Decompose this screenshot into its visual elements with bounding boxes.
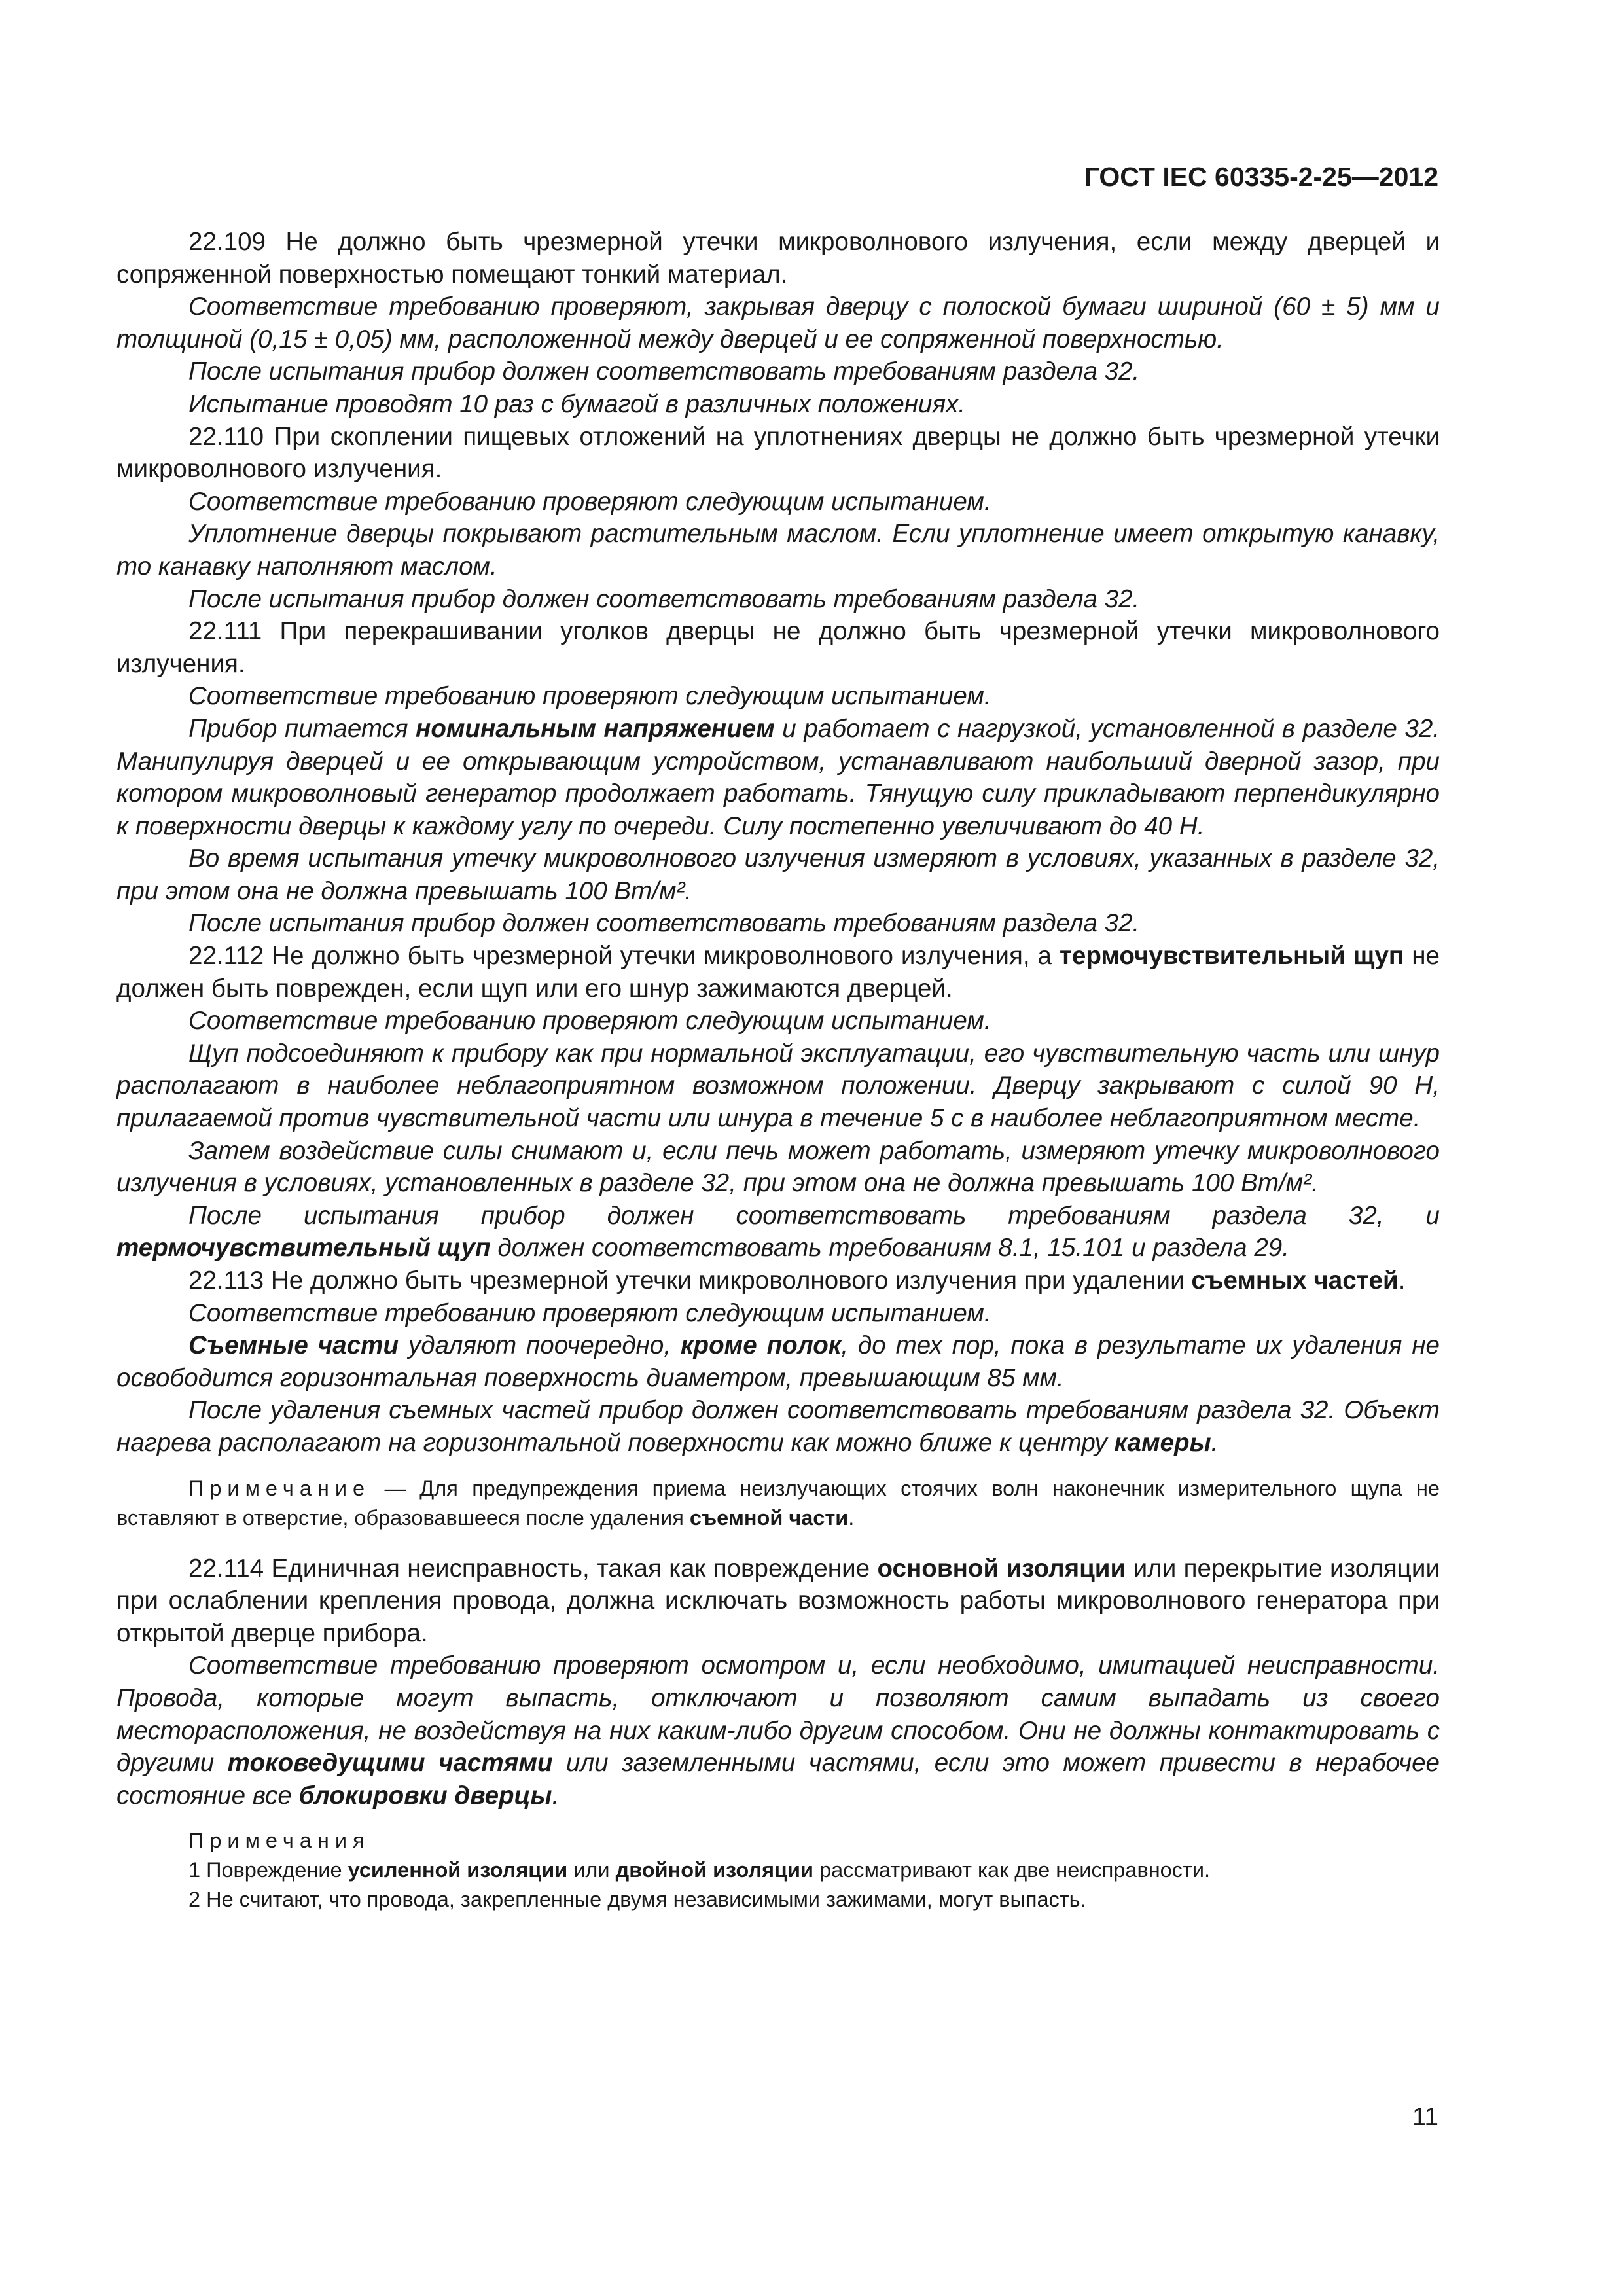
body-paragraph	[116, 421, 1440, 486]
text-run: Соответствие требованию проверяют следующим испытанием.	[188, 1007, 991, 1035]
text-run: 1 Повреждение	[188, 1858, 348, 1882]
text-run: Щуп подсоединяют к прибору как при нормальной эксплуатации, его чувствительную часть или шнур располагают в наиболее неблагоприятном возможном положении. Дверцу закрывают с силой 90 Н, прилагаемой против чувствительной части или шнура в течение 5 с в наиболее неблагоприятном месте.	[116, 1039, 1440, 1133]
body-paragraph	[116, 1552, 1440, 1650]
body-paragraph	[116, 713, 1440, 842]
body-paragraph	[116, 518, 1440, 583]
text-run: Соответствие требованию проверяют следующим испытанием.	[188, 1299, 991, 1327]
text-run: .	[552, 1781, 560, 1810]
text-run: Соответствие требованию проверяют следующим испытанием.	[188, 487, 991, 516]
text-run: должен соответствовать требованиям 8.1, 15.101 и раздела 29.	[490, 1234, 1289, 1263]
text-run: Во время испытания утечку микроволнового излучения измеряют в условиях, указанных в разделе 32, при этом она не должна превышать 100 Вт/м².	[116, 844, 1440, 905]
text-run: .	[1398, 1266, 1406, 1295]
body-paragraph	[116, 1265, 1440, 1297]
bold-term: термочувствительный щуп	[116, 1234, 491, 1263]
body-paragraph	[116, 226, 1440, 291]
spacer	[116, 1460, 1440, 1474]
text-run: После испытания прибор должен соответствовать требованиям раздела 32.	[188, 357, 1140, 386]
text-run: 2 Не считают, что провода, закрепленные двумя независимыми зажимами, могут выпасть.	[188, 1888, 1086, 1912]
text-run: После удаления съемных частей прибор должен соответствовать требованиям раздела 32. Объект нагрева располагают на горизонтальной поверхности как можно ближе к центру	[116, 1396, 1440, 1457]
body-paragraph	[116, 1200, 1440, 1265]
text-run: Соответствие требованию проверяют следующим испытанием.	[188, 682, 991, 711]
text-run: или перекрытие изоляции при ослаблении крепления провода, должна исключать возможность работы микроволнового генератора при открытой дверце прибора.	[116, 1554, 1440, 1647]
note-paragraph	[116, 1474, 1440, 1533]
bold-term: блокировки дверцы	[298, 1781, 552, 1810]
text-run: Уплотнение дверцы покрывают растительным маслом. Если уплотнение имеет открытую канавку, то канавку наполняют маслом.	[116, 520, 1440, 581]
text-run: После испытания прибор должен соответствовать требованиям раздела 32.	[188, 909, 1140, 938]
text-run: не должен быть поврежден, если щуп или его шнур зажимаются дверцей.	[116, 942, 1440, 1003]
text-run: — Для предупреждения приема неизлучающих стоячих волн наконечник измерительного щупа не вставляют в отверстие, образовавшееся после удаления	[116, 1476, 1440, 1530]
note-paragraph	[116, 1826, 1440, 1856]
text-run: Соответствие требованию проверяют осмотром и, если необходимо, имитацией неисправности. Провода, которые могут выпасть, отключают и позволяют самим выпадать из своего месторасположения, не воздействуя на них каким-либо другим способом. Они не должны контактировать с другими	[116, 1651, 1440, 1778]
document-body	[116, 226, 1440, 1914]
body-paragraph	[116, 1649, 1440, 1812]
body-paragraph	[116, 907, 1440, 940]
text-run: рассматривают как две неисправности.	[813, 1858, 1211, 1882]
text-run: или	[567, 1858, 616, 1882]
spacer	[116, 1533, 1440, 1552]
text-run: .	[1211, 1428, 1219, 1457]
body-paragraph	[116, 1394, 1440, 1459]
bold-term: кроме полок	[680, 1331, 842, 1360]
text-run: и работает с нагрузкой, установленной в разделе 32. Манипулируя дверцей и ее открывающим устройством, устанавливают наибольший дверной зазор, при котором микроволновый генератор продолжает работать. Тянущую силу прикладывают перпендикулярно к поверхности дверцы к каждому углу по очереди. Силу постепенно увеличивают до 40 Н.	[116, 714, 1440, 840]
text-run: 22.111 При перекрашивании уголков дверцы не должно быть чрезмерной утечки микроволнового излучения.	[116, 617, 1440, 678]
bold-term: усиленной изоляции	[348, 1858, 568, 1882]
spacer	[116, 1812, 1440, 1826]
bold-term: номинальным напряжением	[416, 714, 775, 743]
text-run: Соответствие требованию проверяют, закрывая дверцу с полоской бумаги шириной (60 ± 5) мм и толщиной (0,15 ± 0,05) мм, расположенной между дверцей и ее сопряженной поверхностью.	[116, 293, 1440, 353]
body-paragraph	[116, 388, 1440, 421]
body-paragraph	[116, 486, 1440, 518]
text-run: удаляют поочередно,	[399, 1331, 681, 1360]
body-paragraph	[116, 355, 1440, 388]
body-paragraph	[116, 583, 1440, 616]
text-run: Испытание проводят 10 раз с бумагой в различных положениях.	[188, 389, 966, 418]
text-run: После испытания прибор должен соответствовать требованиям раздела 32.	[188, 584, 1140, 613]
text-run: Прибор питается	[188, 714, 416, 743]
bold-term: съемной части	[689, 1505, 849, 1530]
page-number: 11	[1412, 2103, 1438, 2131]
body-paragraph	[116, 615, 1440, 680]
text-run: , до тех пор, пока в результате их удаления не освободится горизонтальная поверхность диаметром, превышающим 85 мм.	[116, 1331, 1440, 1392]
bold-term: термочувствительный щуп	[1059, 942, 1404, 971]
body-paragraph	[116, 1135, 1440, 1200]
body-paragraph	[116, 1329, 1440, 1394]
text-run: 22.113 Не должно быть чрезмерной утечки микроволнового излучения при удалении	[188, 1266, 1192, 1295]
text-run: 22.114 Единичная неисправность, такая как повреждение	[188, 1554, 878, 1583]
body-paragraph	[116, 291, 1440, 355]
text-run: Примечания	[188, 1829, 370, 1853]
document-header: ГОСТ IEC 60335-2-25—2012	[1084, 162, 1438, 192]
body-paragraph	[116, 1297, 1440, 1330]
body-paragraph	[116, 940, 1440, 1005]
bold-term: съемных частей	[1191, 1266, 1399, 1295]
text-run: 22.112 Не должно быть чрезмерной утечки микроволнового излучения, а	[188, 942, 1060, 971]
text-run: Затем воздействие силы снимают и, если печь может работать, измеряют утечку микроволнового излучения в условиях, установленных в разделе 32, при этом она не должна превышать 100 Вт/м².	[116, 1136, 1440, 1198]
bold-term: токоведущими частями	[227, 1749, 553, 1778]
bold-term: Съемные части	[188, 1331, 399, 1360]
bold-term: двойной изоляции	[615, 1858, 813, 1882]
text-run: После испытания прибор должен соответствовать требованиям раздела 32, и	[188, 1201, 1440, 1230]
body-paragraph	[116, 842, 1440, 907]
body-paragraph	[116, 680, 1440, 713]
text-run: 22.110 При скоплении пищевых отложений на уплотнениях дверцы не должно быть чрезмерной утечки микроволнового излучения.	[116, 422, 1440, 484]
text-run: 22.109 Не должно быть чрезмерной утечки микроволнового излучения, если между дверцей и сопряженной поверхностью помещают тонкий материал.	[116, 228, 1440, 289]
body-paragraph	[116, 1005, 1440, 1037]
text-run: Примечание	[188, 1476, 371, 1500]
body-paragraph	[116, 1037, 1440, 1135]
note-paragraph	[116, 1885, 1440, 1914]
bold-term: камеры	[1114, 1428, 1211, 1457]
text-run: .	[848, 1505, 855, 1530]
note-paragraph	[116, 1856, 1440, 1885]
text-run: или заземленными частями, если это может привести в нерабочее состояние все	[116, 1749, 1440, 1810]
bold-term: основной изоляции	[877, 1554, 1126, 1583]
